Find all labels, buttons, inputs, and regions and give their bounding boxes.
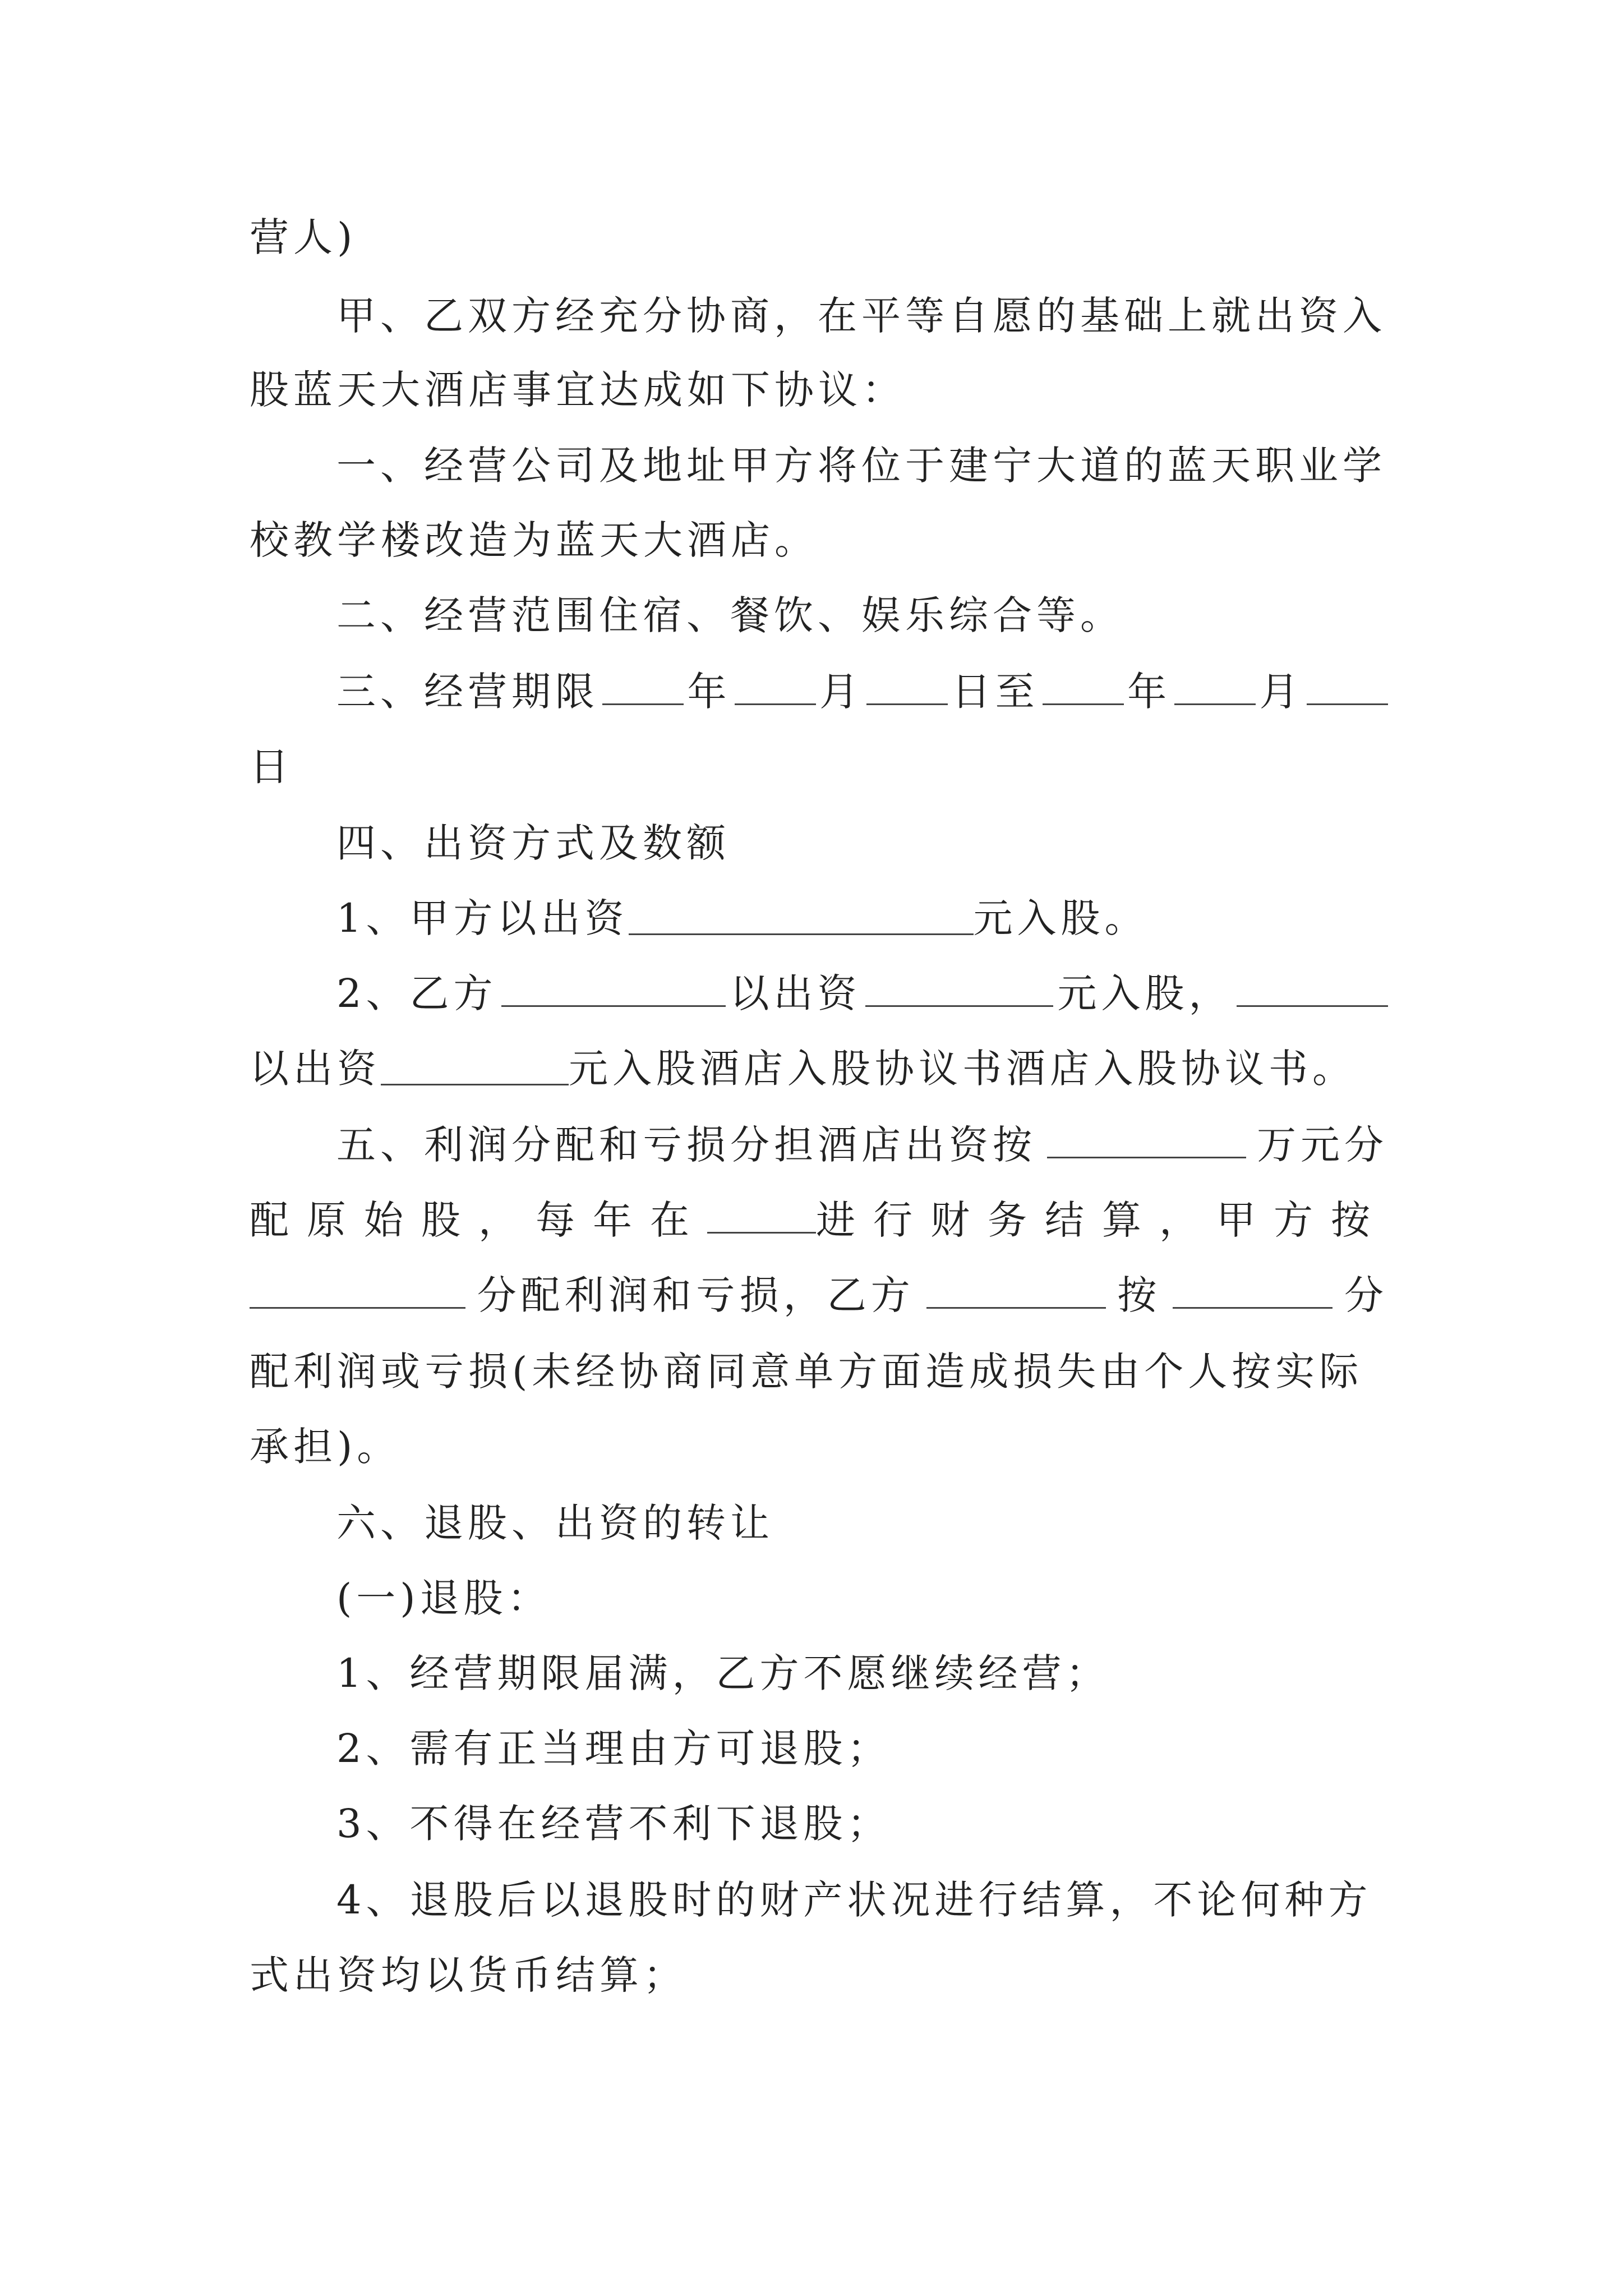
- text-line: 承担)。: [250, 1424, 401, 1470]
- text-segment: 元入股酒店入股协议书酒店入股协议书。: [569, 1046, 1356, 1092]
- blank-field: [602, 670, 684, 705]
- text-line: 甲、乙双方经充分协商，在平等自愿的基础上就出资入: [336, 293, 1386, 339]
- text-segment: 以出资: [730, 970, 861, 1016]
- text-line: 校教学楼改造为蓝天大酒店。: [250, 517, 818, 563]
- text-segment: 1、甲方以出资: [336, 895, 629, 941]
- term-month-label: 月: [1259, 669, 1303, 715]
- text-segment: 元入股。: [973, 895, 1149, 941]
- text-segment: 2、乙方: [336, 970, 497, 1016]
- blank-field: [735, 670, 816, 705]
- blank-field: [1307, 670, 1388, 705]
- text-segment: 配原始股，每年在: [250, 1197, 707, 1243]
- text-line: 日: [250, 744, 293, 790]
- blank-field: [1047, 1123, 1246, 1158]
- text-line: (一)退股：: [336, 1575, 551, 1621]
- text-line: 3、不得在经营不利下退股；: [336, 1801, 891, 1847]
- text-line: 2、需有正当理由方可退股；: [336, 1726, 891, 1772]
- blank-field: [501, 972, 726, 1007]
- text-line: 营人): [250, 214, 357, 260]
- text-segment: 分配利润和亏损，乙方: [477, 1272, 915, 1318]
- text-segment: 以出资: [250, 1046, 381, 1092]
- text-segment: 按: [1117, 1272, 1161, 1318]
- text-line: 二、经营范围住宿、餐饮、娱乐综合等。: [336, 592, 1124, 638]
- text-line: 一、经营公司及地址甲方将位于建宁大道的蓝天职业学: [336, 443, 1386, 489]
- text-line: 六、退股、出资的转让: [336, 1500, 774, 1546]
- blank-field: [1174, 670, 1256, 705]
- term-year-label: 年: [1127, 669, 1172, 715]
- blank-field: [1173, 1273, 1332, 1309]
- blank-field: [866, 670, 948, 705]
- blank-field: [629, 900, 974, 935]
- term-label: 三、经营期限: [336, 669, 599, 715]
- text-line: 四、出资方式及数额: [336, 820, 730, 866]
- term-year-label: 年: [687, 669, 731, 715]
- profit-line: [336, 1120, 1388, 1170]
- text-segment: 元入股，: [1057, 970, 1233, 1016]
- blank-field: [250, 1273, 465, 1309]
- blank-field: [381, 1050, 569, 1085]
- term-month-label: 月: [819, 669, 864, 715]
- blank-field: [1237, 972, 1388, 1007]
- profit-line: [250, 1195, 1388, 1245]
- text-line: 式出资均以货币结算；: [250, 1952, 687, 1998]
- blank-field: [707, 1198, 816, 1234]
- blank-field: [926, 1273, 1106, 1309]
- text-line: 4、退股后以退股时的财产状况进行结算，不论何种方: [336, 1877, 1372, 1923]
- investment-line: [336, 968, 1388, 1019]
- term-day-to-label: 日至: [951, 669, 1039, 715]
- text-segment: 分: [1344, 1272, 1388, 1318]
- profit-line: [250, 1270, 1388, 1320]
- text-line: 配利润或亏损(未经协商同意单方面造成损失由个人按实际: [250, 1349, 1363, 1395]
- blank-field: [865, 972, 1053, 1007]
- text-segment: 万元分: [1257, 1122, 1388, 1168]
- blank-field: [1043, 670, 1124, 705]
- investment-line: [336, 893, 1388, 944]
- text-segment: 进行财务结算，甲方按: [816, 1197, 1388, 1243]
- text-line: 1、经营期限届满，乙方不愿继续经营；: [336, 1650, 1110, 1696]
- contract-term-line: [336, 666, 1388, 717]
- text-line: 股蓝天大酒店事宜达成如下协议：: [250, 367, 906, 413]
- investment-line: [250, 1043, 1388, 1094]
- text-segment: 五、利润分配和亏损分担酒店出资按: [336, 1122, 1036, 1168]
